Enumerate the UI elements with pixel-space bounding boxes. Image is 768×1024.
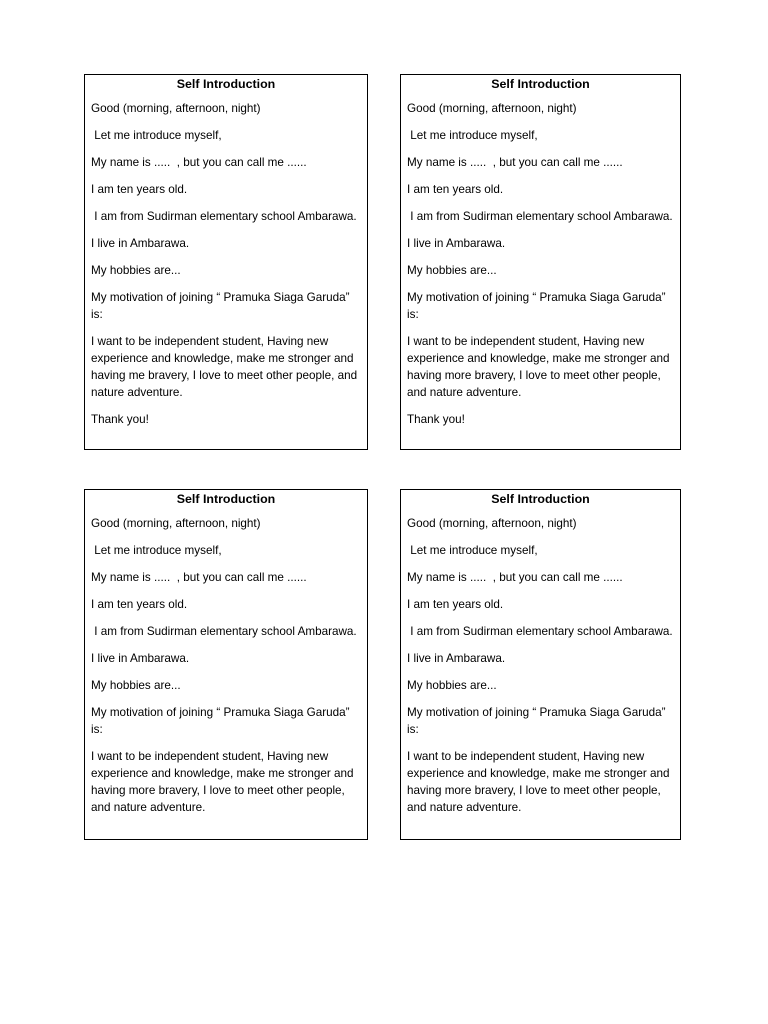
age-line: I am ten years old. [91, 183, 188, 196]
card-title: Self Introduction [176, 77, 276, 91]
greeting-line: Good (morning, afternoon, night) [407, 517, 577, 530]
hobbies-line: My hobbies are... [91, 679, 181, 692]
name-line: My name is ..... , but you can call me ...... [407, 156, 623, 169]
school-line: I am from Sudirman elementary school Ambarawa. [91, 210, 357, 223]
card-title: Self Introduction [491, 77, 590, 91]
hobbies-line: My hobbies are... [91, 264, 181, 277]
intro-line: Let me introduce myself, [91, 544, 222, 557]
intro-line: Let me introduce myself, [91, 129, 222, 142]
home-line: I live in Ambarawa. [91, 237, 190, 250]
intro-line: Let me introduce myself, [407, 544, 538, 557]
school-line: I am from Sudirman elementary school Ambarawa. [407, 210, 673, 223]
intro-line: Let me introduce myself, [407, 129, 538, 142]
card-title: Self Introduction [176, 492, 276, 506]
name-line: My name is ..... , but you can call me ...... [91, 156, 307, 169]
closing-line: Thank you! [91, 413, 149, 426]
hobbies-line: My hobbies are... [407, 264, 497, 277]
home-line: I live in Ambarawa. [407, 237, 506, 250]
motivation-label: My motivation of joining “ Pramuka Siaga Garuda” is: [91, 706, 353, 736]
motivation-label: My motivation of joining “ Pramuka Siaga Garuda” is: [91, 291, 353, 321]
school-line: I am from Sudirman elementary school Ambarawa. [407, 625, 673, 638]
motivation-text: I want to be independent student, Having new experience and knowledge, make me stronger and having more bravery, I love to meet other people, and nature adventure. [407, 335, 673, 399]
name-line: My name is ..... , but you can call me ...... [91, 571, 307, 584]
motivation-text: I want to be independent student, Having new experience and knowledge, make me stronger and having more bravery, I love to meet other people, and nature adventure. [407, 750, 673, 814]
age-line: I am ten years old. [407, 598, 504, 611]
motivation-label: My motivation of joining “ Pramuka Siaga Garuda” is: [407, 706, 669, 736]
closing-line: Thank you! [407, 413, 465, 426]
self-introduction-card [400, 489, 681, 840]
home-line: I live in Ambarawa. [91, 652, 190, 665]
card-title: Self Introduction [491, 492, 590, 506]
motivation-label: My motivation of joining “ Pramuka Siaga Garuda” is: [407, 291, 669, 321]
school-line: I am from Sudirman elementary school Ambarawa. [91, 625, 357, 638]
greeting-line: Good (morning, afternoon, night) [91, 517, 261, 530]
age-line: I am ten years old. [91, 598, 188, 611]
age-line: I am ten years old. [407, 183, 504, 196]
self-introduction-card [84, 489, 368, 840]
home-line: I live in Ambarawa. [407, 652, 506, 665]
hobbies-line: My hobbies are... [407, 679, 497, 692]
greeting-line: Good (morning, afternoon, night) [407, 102, 577, 115]
motivation-text: I want to be independent student, Having new experience and knowledge, make me stronger and having more bravery, I love to meet other people, and nature adventure. [91, 750, 357, 814]
greeting-line: Good (morning, afternoon, night) [91, 102, 261, 115]
self-introduction-card [84, 74, 368, 450]
motivation-text: I want to be independent student, Having new experience and knowledge, make me stronger and having me bravery, I love to meet other people, and nature adventure. [91, 335, 361, 399]
name-line: My name is ..... , but you can call me ...... [407, 571, 623, 584]
self-introduction-card [400, 74, 681, 450]
